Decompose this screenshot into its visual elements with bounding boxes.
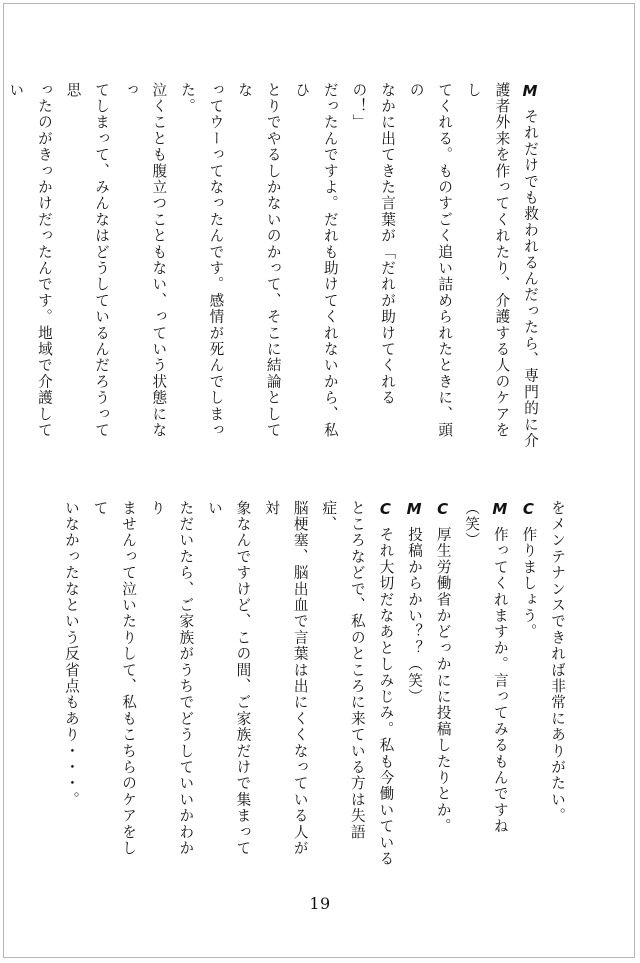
paragraph-m-3: [399, 500, 428, 870]
text-line: 脳梗塞、脳出血で言葉は出にくくなっている人が対: [263, 500, 309, 857]
text-line: ませんって泣いたりして、私もこちらのケアをして: [91, 500, 138, 857]
paragraph-c-1: [514, 500, 543, 870]
paragraph-m-2: [457, 500, 514, 870]
speaker-label-m: M: [490, 500, 509, 520]
text-line: 泣くことも腹立つこともない、っていう状態になっ: [121, 82, 168, 439]
text-line: なかに出てきた言葉が「だれが助けてくれるの！」: [350, 82, 397, 406]
text-line: 投稿からかい？？（笑）: [406, 526, 424, 705]
speaker-label-m: M: [521, 82, 539, 102]
text-line: ったのがきっかけだったんです。地域で介護してい: [7, 82, 53, 439]
text-line: だったんですよ。だれも助けてくれないから、私ひ: [293, 82, 339, 439]
text-line: 作ってくれますか。言ってみるもんですね（笑）: [463, 500, 509, 835]
text-line: 厚生労働省かどっかにに投稿したりとか。: [434, 526, 452, 835]
speaker-label-c: C: [519, 500, 538, 520]
paragraph-m-1: [0, 82, 544, 452]
text-line: ってウーってなったんです。感情が死んでしまった。: [178, 82, 225, 439]
speaker-label-m: M: [405, 500, 424, 520]
text-line: それ大切だなあとしみじみ。私も今働いている: [377, 526, 395, 867]
paragraph-continuation: [542, 500, 571, 870]
text-line: ただいたら、ご家族がうちでどうしていいかわかり: [148, 500, 195, 857]
paragraph-c-3: [56, 500, 399, 870]
text-line: それだけでも救われるんだったら、専門的に介: [522, 108, 539, 449]
text-line: 護者外来を作ってくれたり、介護する人のケアをし: [464, 82, 511, 439]
text-line: 象なんですけど、この間、ご家族だけで集まってい: [205, 500, 252, 857]
page-number: 19: [309, 894, 331, 913]
speaker-label-c: C: [376, 500, 395, 520]
paragraph-c-2: [428, 500, 457, 870]
text-line: いなかったなという反省点もあり・・・。: [62, 500, 80, 808]
text-line: てくれる。ものすごく追い詰められたときに、頭の: [407, 82, 454, 439]
text-line: ところなどで、私のところに来ている方は失語症、: [320, 500, 366, 841]
text-line: てしまって、みんなはどうしているんだろうって思: [64, 82, 111, 439]
dialogue-block-top: [0, 82, 544, 452]
speaker-label-c: C: [433, 500, 452, 520]
dialogue-block-bottom: [56, 500, 571, 870]
text-line: をメンテナンスできれば非常にありがたい。: [549, 500, 566, 824]
text-line: とりでやるしかないのかって、そこに結論としてな: [236, 82, 282, 439]
text-line: 作りましょう。: [520, 526, 538, 641]
